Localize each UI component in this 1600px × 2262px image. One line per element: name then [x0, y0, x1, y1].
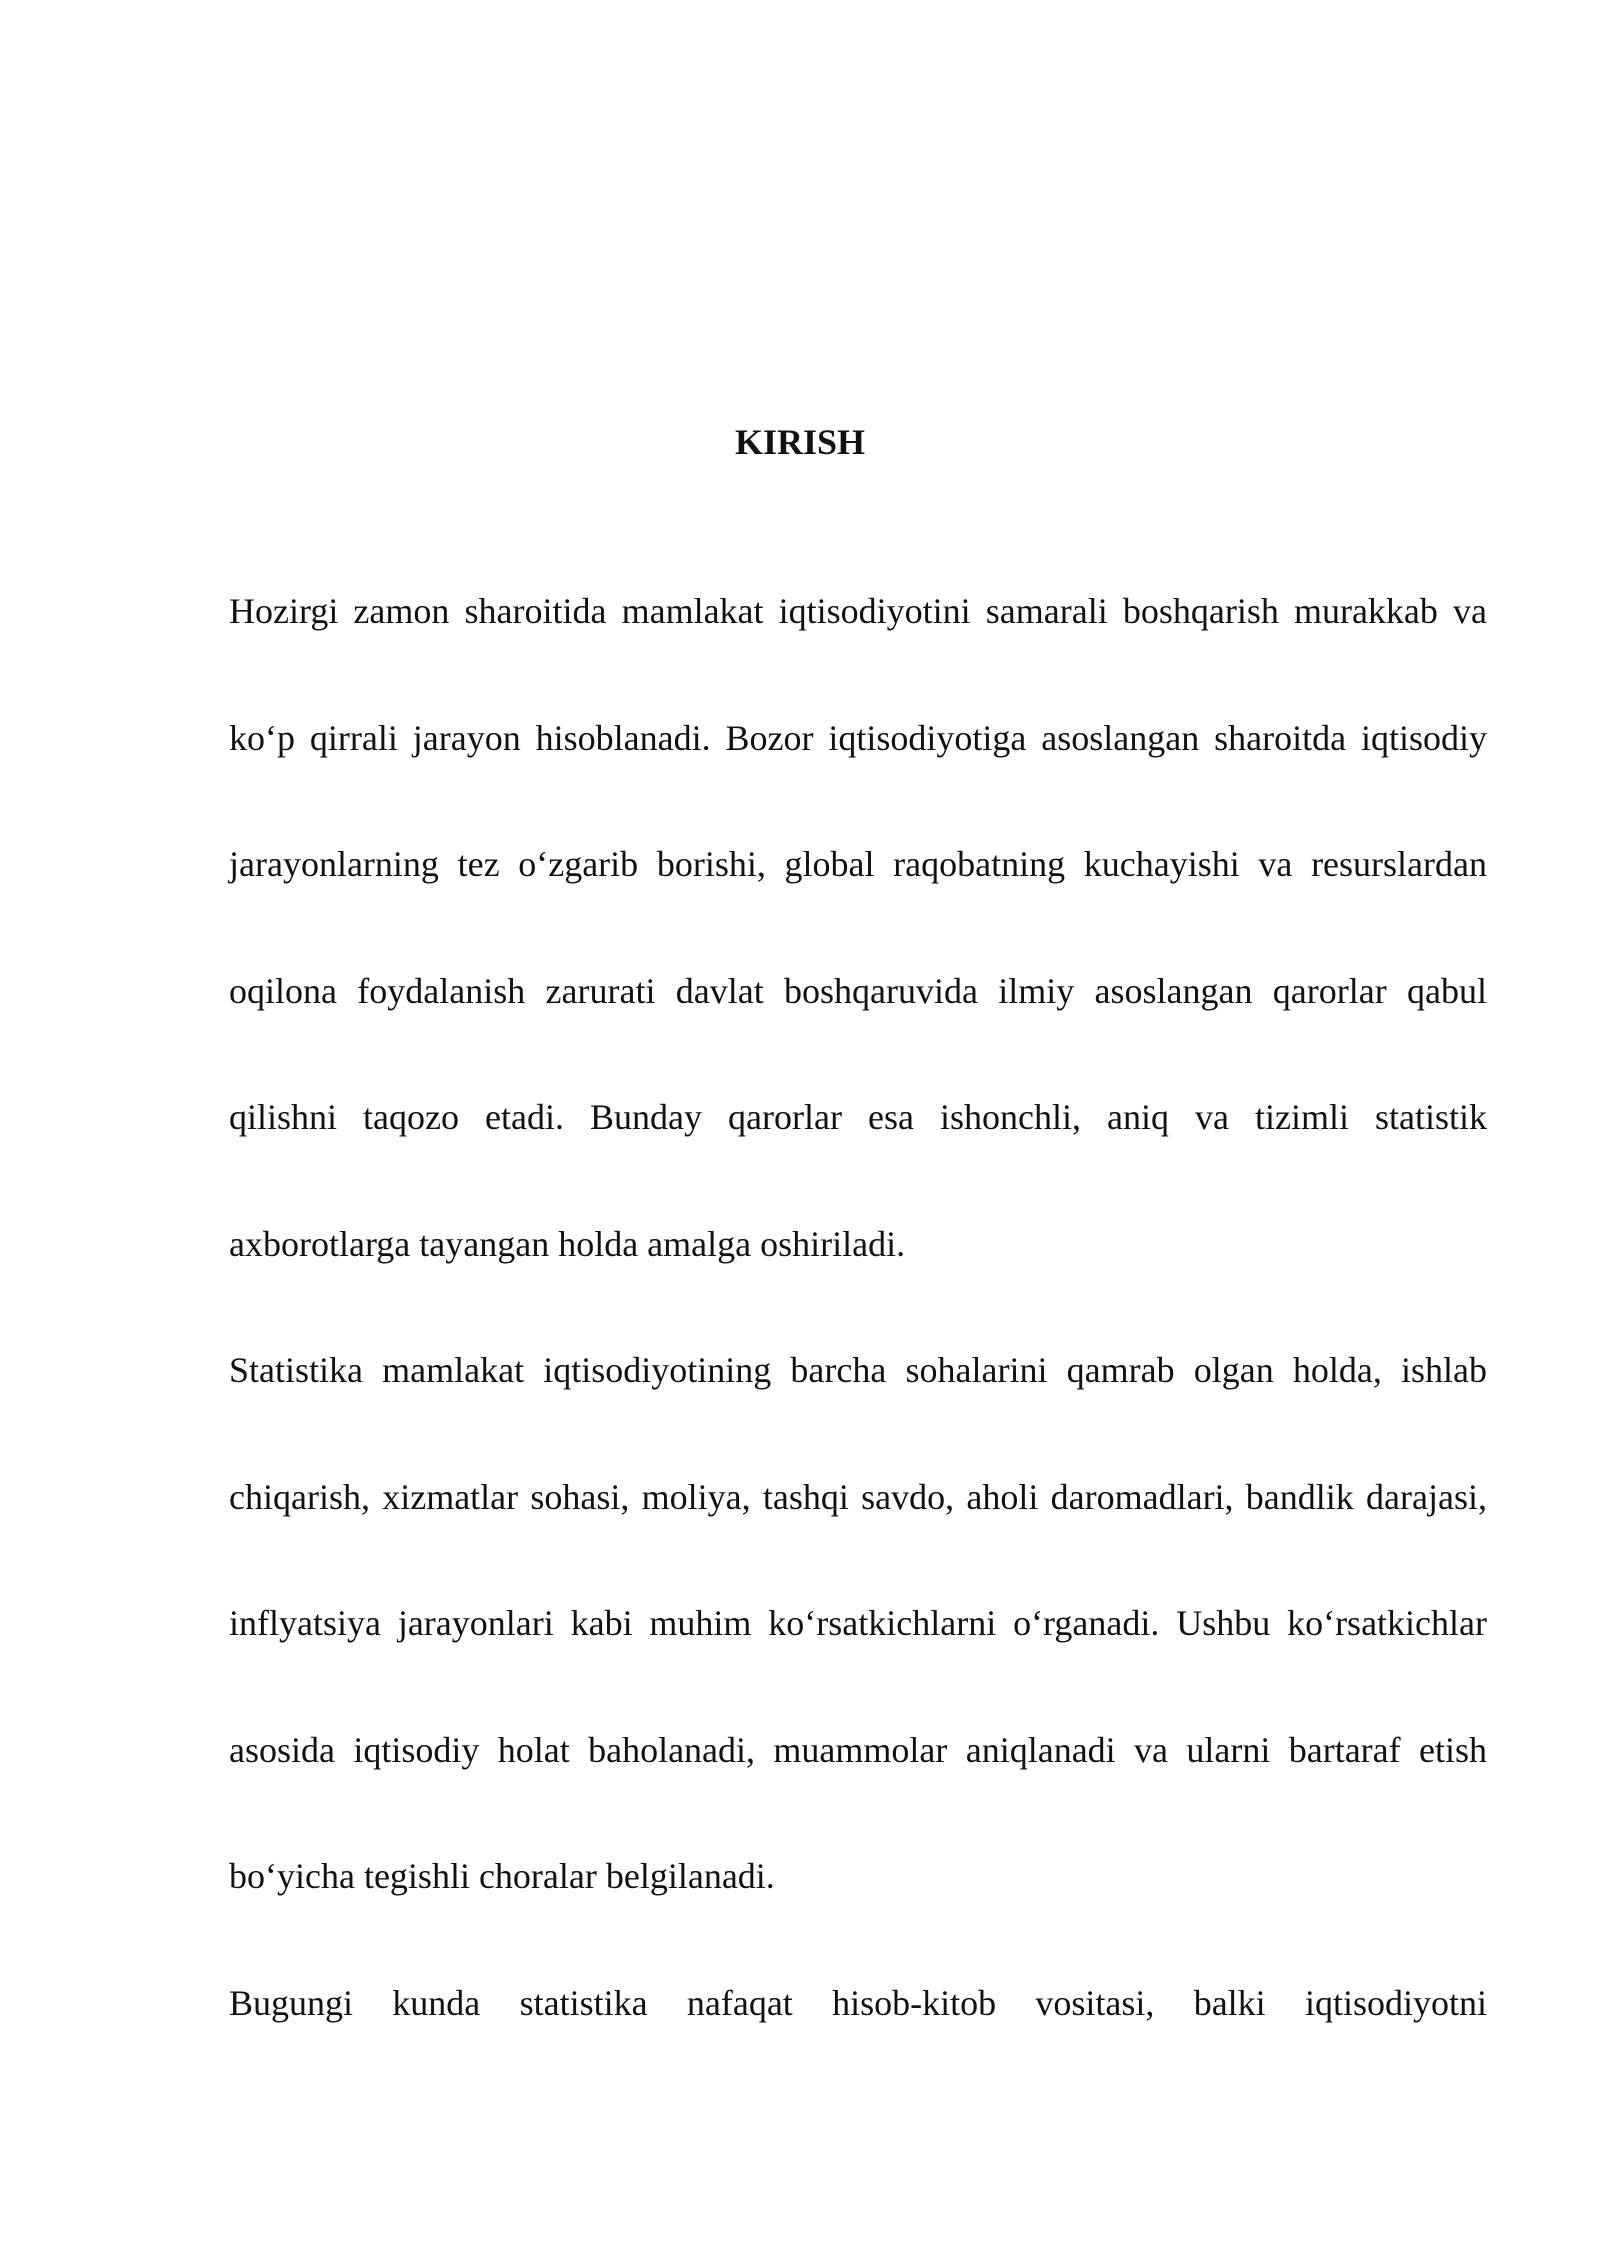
paragraph-1: Hozirgi zamon sharoitida mamlakat iqtisodiyotini samarali boshqarish murakkab va ko‘p qirrali jarayon hisoblanadi. Bozor iqtisodiyotiga asoslangan sharoitda iqtisodiy jarayonlarning tez o‘zgarib borishi, global raqobatning kuchayishi va resurslardan oqilona foydalanish zarurati davlat boshqaruvida ilmiy asoslangan qarorlar qabul qilishni taqozo etadi. Bunday qarorlar esa ishonchli, aniq va tizimli statistik axborotlarga tayangan holda amalga oshiriladi. [229, 591, 1487, 1264]
document-body [229, 548, 1487, 2066]
section-heading: KIRISH [734, 422, 866, 462]
paragraph-2: Statistika mamlakat iqtisodiyotining barcha sohalarini qamrab olgan holda, ishlab chiqarish, xizmatlar sohasi, moliya, tashqi savdo, aholi daromadlari, bandlik darajasi, inflyatsiya jarayonlari kabi muhim ko‘rsatkichlarni o‘rganadi. Ushbu ko‘rsatkichlar asosida iqtisodiy holat baholanadi, muammolar aniqlanadi va ularni bartaraf etish bo‘yicha tegishli choralar belgilanadi. [229, 1350, 1487, 1896]
paragraph-3: Bugungi kunda statistika nafaqat hisob-kitob vositasi, balki iqtisodiyotni [229, 1982, 1487, 2023]
